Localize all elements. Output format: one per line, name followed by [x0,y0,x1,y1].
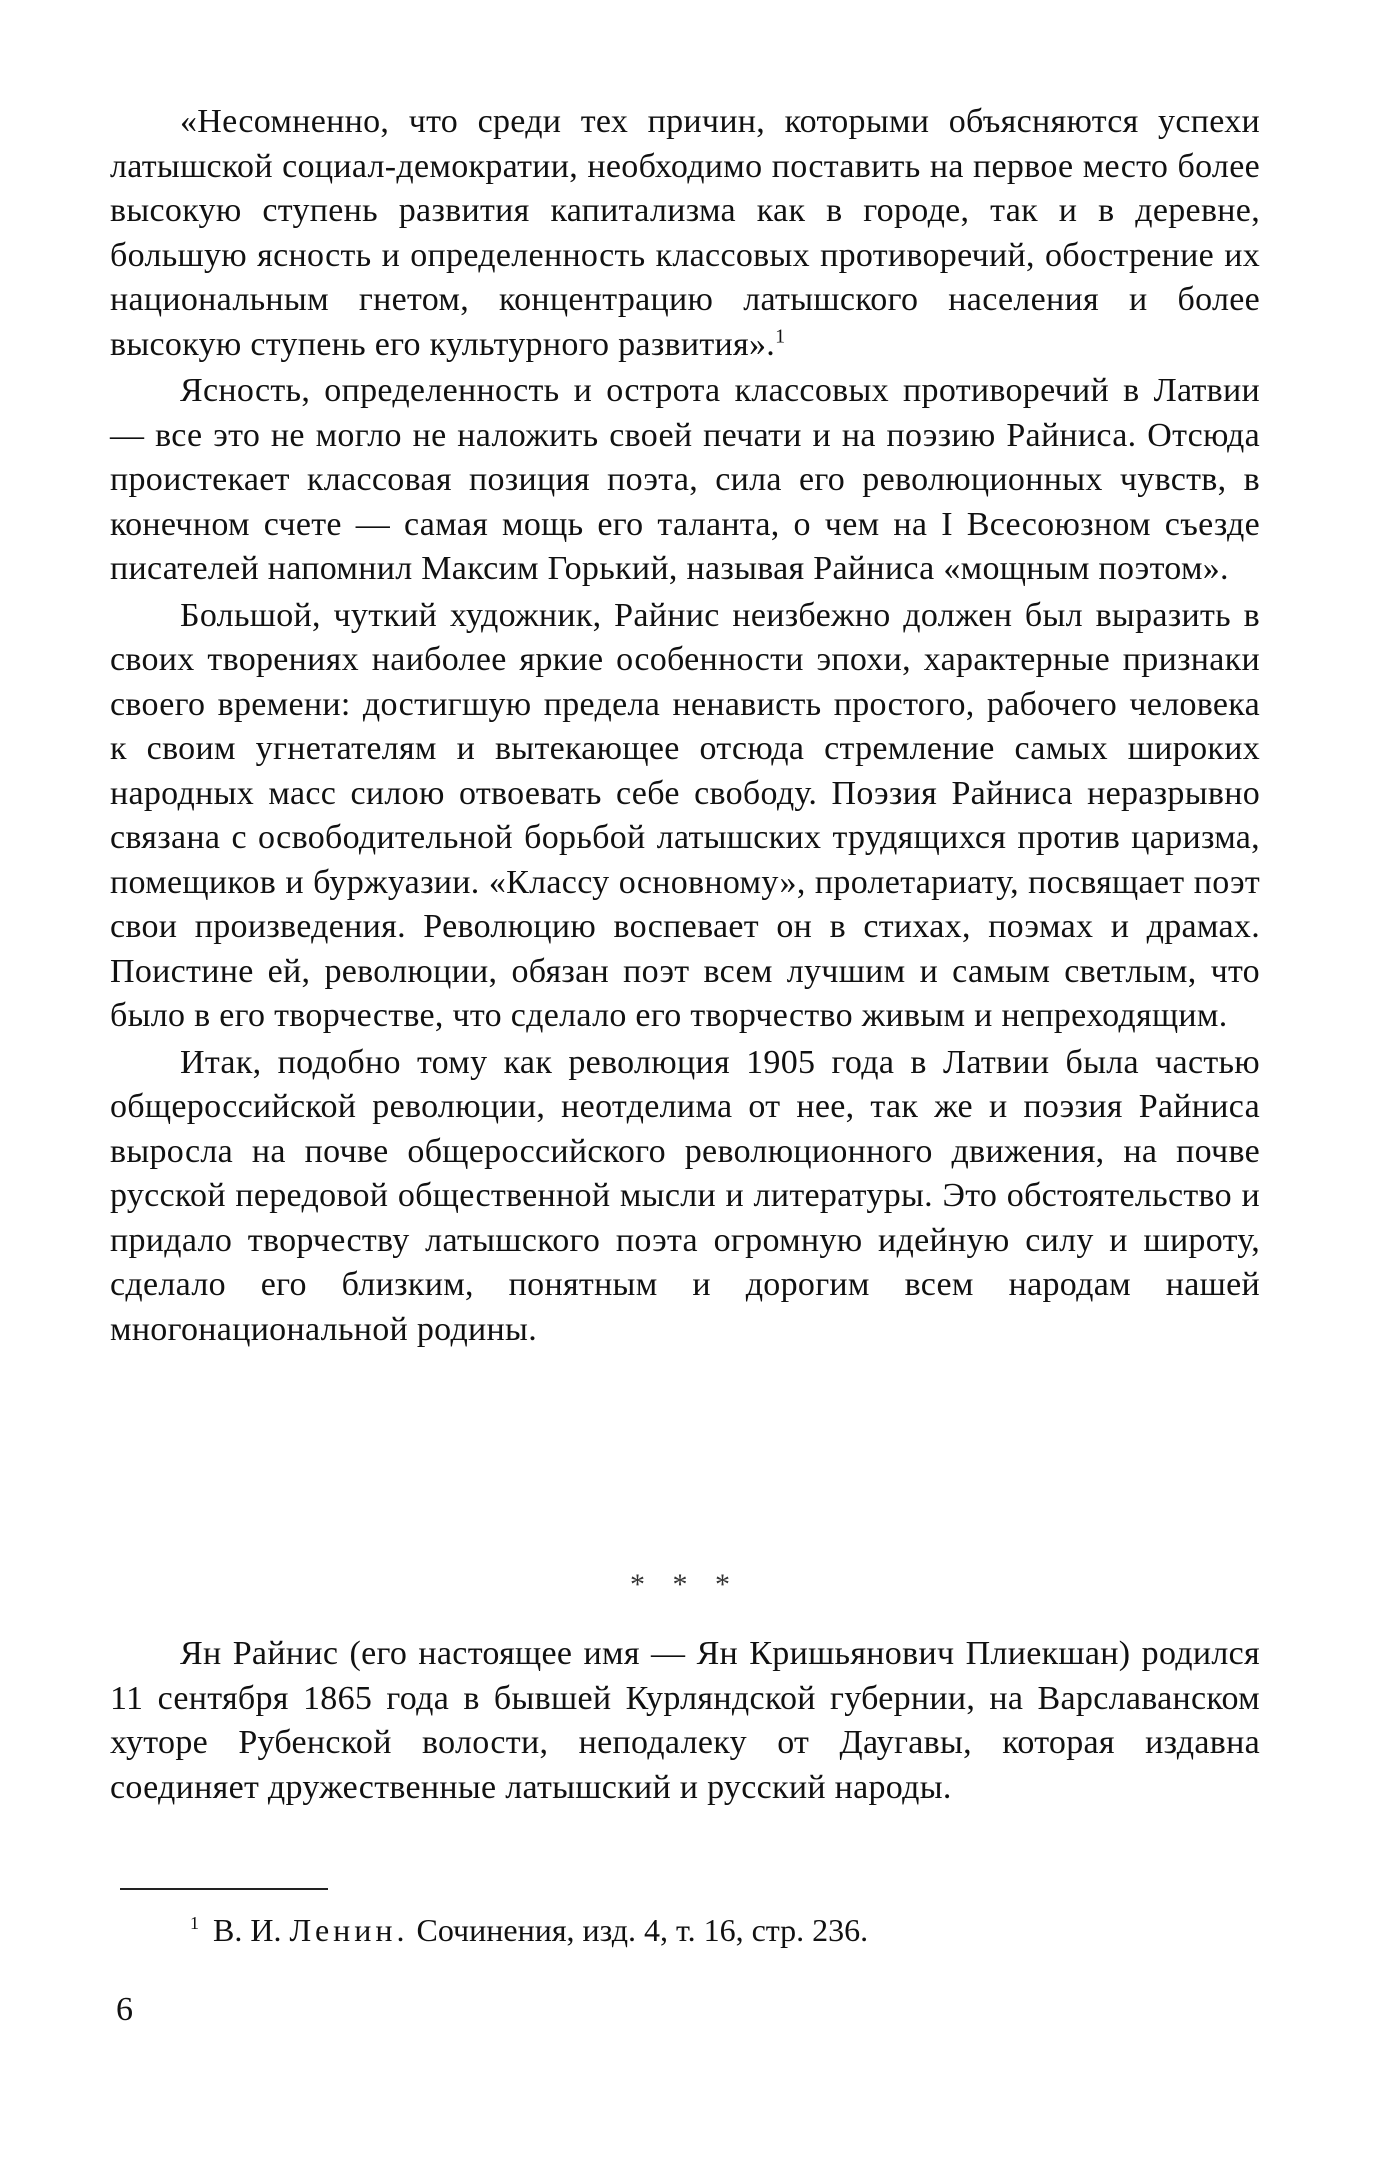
main-text [110,100,1260,1352]
bio-section [110,1632,1260,1810]
paragraph-great-artist: Большой, чуткий художник, Райнис неизбежно должен был выразить в своих творениях наиболее яркие особенности эпохи, характерные признаки своего времени: достигшую предела ненависть простого, рабочего человека к своим угнетателям и вытекающее отсюда стремление самых широких народных масс силою отвоевать себе свободу. Поэзия Райниса неразрывно связана с освободительной борьбой латышских трудящихся против царизма, помещиков и буржуазии. «Классу основному», пролетариату, посвящает поэт свои произведения. Революцию воспевает он в стихах, поэмах и драмах. Поистине ей, революции, обязан поэт всем лучшим и самым светлым, что было в его творчестве, что сделало его творчество живым и непреходящим. [110,596,1260,1034]
footnote-marker: 1 [190,1913,199,1934]
footnote-author-surname: Ленин. [289,1912,409,1948]
paragraph-text: «Несомненно, что среди тех причин, которыми объясняются успехи латышской социал-демократии, необходимо поставить на первое место более высокую ступень развития капитализма как в городе, так и в деревне, большую ясность и определенность классовых противоречий, обострение их национальным гнетом, концентрацию латышского населения и более высокую ступень его культурного развития». [110,103,1260,363]
footnote-reference: 1 [775,325,786,348]
page-number: 6 [116,1991,133,2028]
paragraph-lenin-quote [110,100,1260,367]
paragraph-clarity: Ясность, определенность и острота классовых противоречий в Латвии — все это не могло не наложить своей печати и на поэзию Райниса. Отсюда проистекает классовая позиция поэта, сила его революционных чувств, в конечном счете — самая мощь его таланта, о чем на I Всесоюзном съезде писателей напомнил Максим Горький, называя Райниса «мощным поэтом». [110,372,1260,587]
footnote-divider [120,1888,328,1890]
footnote-author-initials: В. И. [213,1912,282,1948]
section-separator: * * * [630,1568,740,1601]
paragraph-biography: Ян Райнис (его настоящее имя — Ян Кришьянович Плиекшан) родился 11 сентября 1865 года в бывшей Курляндской губернии, на Варславанском хуторе Рубенской волости, неподалеку от Даугавы, которая издавна соединяет дружественные латышский и русский народы. [110,1635,1260,1806]
paragraph-revolution-1905: Итак, подобно тому как революция 1905 года в Латвии была частью общероссийской революции, неотделима от нее, так же и поэзия Райниса выросла на почве общероссийского революционного движения, на почве русской передовой общественной мысли и литературы. Это обстоятельство и придало творчеству латышского поэта огромную идейную силу и широту, сделало его близким, понятным и дорогим всем народам нашей многонациональной родины. [110,1043,1260,1348]
footnote-source: Сочинения, изд. 4, т. 16, стр. 236. [416,1912,869,1948]
footnote [190,1910,1190,1950]
